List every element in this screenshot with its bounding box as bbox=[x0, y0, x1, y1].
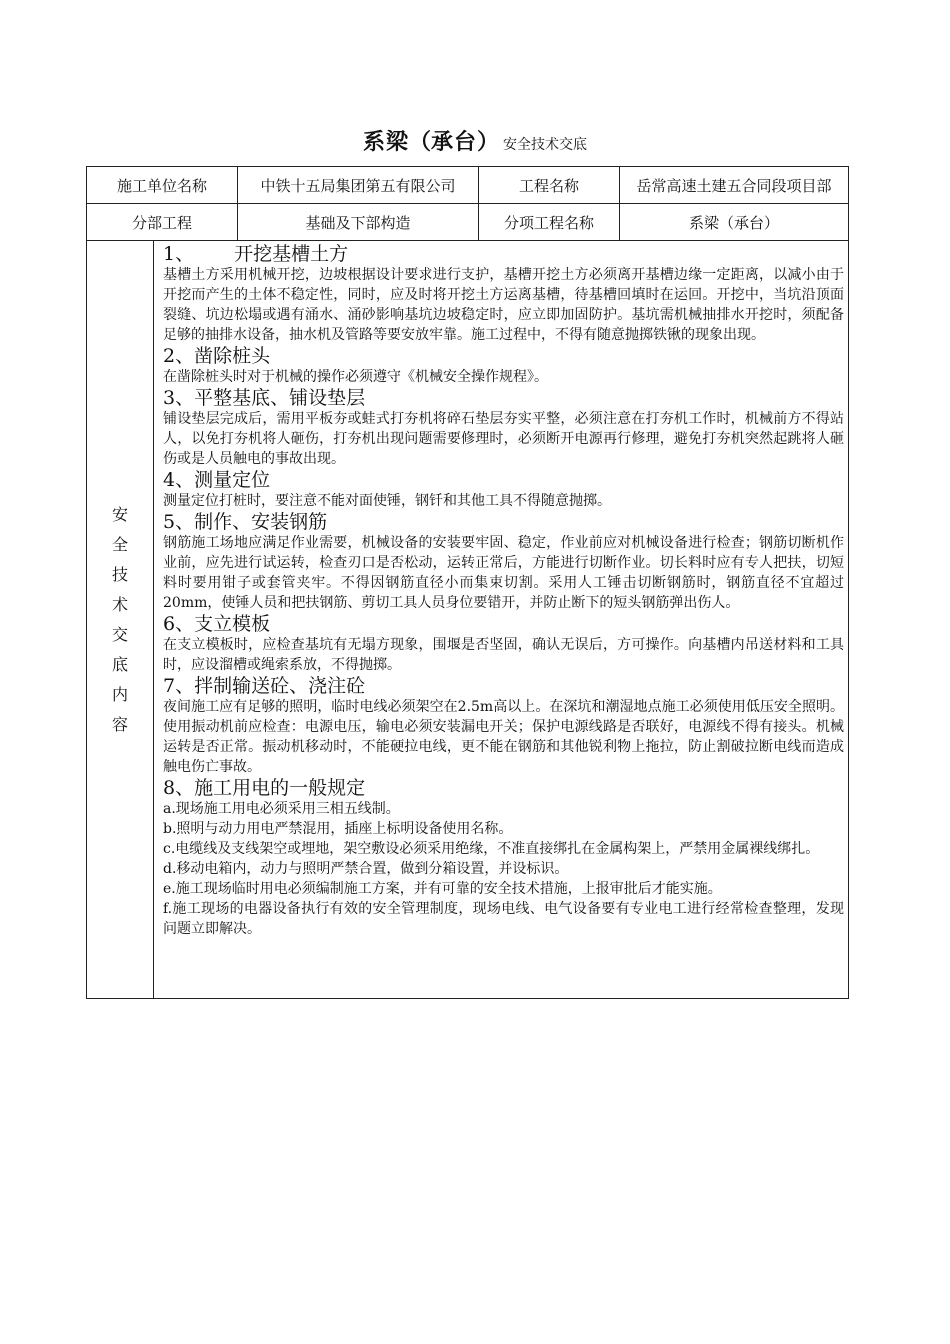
section-title: 平整基底、铺设垫层 bbox=[194, 387, 366, 409]
section-heading bbox=[163, 243, 844, 265]
rule-item: a.现场施工用电必须采用三相五线制。 bbox=[163, 801, 400, 817]
side-char: 技 bbox=[111, 564, 128, 584]
section-paragraph: 测量定位打桩时，要注意不能对面使锤，钢钎和其他工具不得随意抛掷。 bbox=[163, 493, 611, 509]
side-char: 术 bbox=[111, 594, 128, 614]
section-title: 制作、安装钢筋 bbox=[194, 511, 328, 533]
division-value: 基础及下部构造 bbox=[238, 204, 479, 241]
side-char: 交 bbox=[111, 624, 128, 644]
section-title: 开挖基槽土方 bbox=[234, 243, 349, 265]
header-row-1 bbox=[87, 167, 849, 204]
content-row bbox=[87, 241, 849, 999]
construction-unit-label: 施工单位名称 bbox=[87, 167, 238, 204]
section-number: 1、 bbox=[163, 243, 195, 265]
title-paren-right: ） bbox=[477, 129, 500, 155]
construction-unit-value: 中铁十五局集团第五有限公司 bbox=[238, 167, 479, 204]
section-paragraph: 铺设垫层完成后，需用平板夯或蛙式打夯机将碎石垫层夯实平整，必须注意在打夯机工作时，机械前方不得站人，以免打夯机将人砸伤，打夯机出现问题需要修理时，必须断开电源再行修理，避免打夯机突然起跳将人砸伤或是人员触电的事故出现。 bbox=[163, 411, 845, 467]
side-char: 内 bbox=[111, 684, 128, 704]
title-paren-main: 承台 bbox=[431, 129, 478, 155]
title-sub: 安全技术交底 bbox=[503, 137, 588, 153]
section-number: 3、 bbox=[163, 387, 195, 409]
division-label: 分部工程 bbox=[87, 204, 238, 241]
side-char: 底 bbox=[111, 654, 128, 674]
side-char: 全 bbox=[111, 534, 128, 554]
section-heading bbox=[163, 675, 844, 697]
title-paren-left: （ bbox=[408, 129, 431, 155]
section-paragraph: 夜间施工应有足够的照明，临时电线必须架空在2.5m高以上。在深坑和潮湿地点施工必须使用低压安全照明。使用振动机前应检查：电源电压，输电必须安装漏电开关；保护电源线路是否联好，电源线不得有接头。机械运转是否正常。振动机移动时，不能硬拉电线，更不能在钢筋和其他锐利物上拖拉，防止割破拉断电线而造成触电伤亡事故。 bbox=[163, 699, 845, 775]
side-char: 安 bbox=[111, 504, 128, 524]
section-heading bbox=[163, 511, 844, 533]
header-row-2 bbox=[87, 204, 849, 241]
section-number: 4、 bbox=[163, 469, 195, 491]
section-title: 凿除桩头 bbox=[194, 345, 271, 367]
section-heading bbox=[163, 777, 844, 799]
rule-item: d.移动电箱内，动力与照明严禁合置，做到分箱设置，并设标识。 bbox=[163, 861, 569, 877]
section-title: 施工用电的一般规定 bbox=[194, 777, 366, 799]
section-number: 2、 bbox=[163, 345, 195, 367]
section-paragraph: 钢筋施工场地应满足作业需要，机械设备的安装要牢固、稳定，作业前应对机械设备进行检查；钢筋切断机作业前，应先进行试运转，检查刃口是否松动，运转正常后，方能进行切断作业。切长料时应有专人把扶，切短料时要用钳子或套管夹牢。不得因钢筋直径小而集束切割。采用人工锤击切断钢筋时，钢筋直径不宜超过20mm，使锤人员和把扶钢筋、剪切工具人员身位要错开，并防止断下的短头钢筋弹出伤人。 bbox=[163, 535, 845, 611]
section-number: 8、 bbox=[163, 777, 195, 799]
subitem-value: 系梁（承台） bbox=[620, 204, 849, 241]
content-cell bbox=[154, 241, 849, 999]
section-paragraph: 基槽土方采用机械开挖，边坡根据设计要求进行支护，基槽开挖土方必须离开基槽边缘一定距离，以减小由于开挖而产生的土体不稳定性，同时，应及时将开挖土方运离基槽，待基槽回填时在运回。开挖中，当坑沿顶面裂缝、坑边松塌或遇有涌水、涌砂影响基坑边坡稳定时，应立即加固防护。基坑需机械抽排水开挖时，须配备足够的抽排水设备，抽水机及管路等要安放牢靠。施工过程中，不得有随意抛掷铁锹的现象出现。 bbox=[163, 267, 845, 343]
subitem-label: 分项工程名称 bbox=[479, 204, 620, 241]
section-number: 5、 bbox=[163, 511, 195, 533]
side-char: 容 bbox=[111, 714, 128, 734]
section-paragraph: 在凿除桩头时对于机械的操作必须遵守《机械安全操作规程》。 bbox=[163, 369, 548, 385]
page-title bbox=[0, 126, 950, 161]
section-number: 7、 bbox=[163, 675, 195, 697]
project-name-value: 岳常高速土建五合同段项目部 bbox=[620, 167, 849, 204]
section-paragraph: 在支立模板时，应检查基坑有无塌方现象，围堰是否坚固，确认无误后，方可操作。向基槽内吊送材料和工具时，应设溜槽或绳索系放，不得抛掷。 bbox=[163, 637, 845, 673]
section-heading bbox=[163, 613, 844, 635]
section-heading bbox=[163, 345, 844, 367]
rule-item: c.电缆线及支线架空或埋地，架空敷设必须采用绝缘，不准直接绑扎在金属构架上，严禁用金属裸线绑扎。 bbox=[163, 841, 820, 857]
section-title: 测量定位 bbox=[194, 469, 271, 491]
section-number: 6、 bbox=[163, 613, 195, 635]
section-title: 拌制输送砼、浇注砼 bbox=[194, 675, 366, 697]
rule-item: b.照明与动力用电严禁混用，插座上标明设备使用名称。 bbox=[163, 821, 513, 837]
title-main: 系梁 bbox=[362, 129, 409, 155]
project-name-label: 工程名称 bbox=[479, 167, 620, 204]
rule-item: e.施工现场临时用电必须编制施工方案，并有可靠的安全技术措施，上报审批后才能实施。 bbox=[163, 881, 722, 897]
section-title: 支立模板 bbox=[194, 613, 271, 635]
section-heading bbox=[163, 387, 844, 409]
section-heading bbox=[163, 469, 844, 491]
side-label bbox=[87, 241, 154, 999]
disclosure-table bbox=[86, 166, 849, 999]
rule-item: f.施工现场的电器设备执行有效的安全管理制度，现场电线、电气设备要有专业电工进行经常检查整理，发现问题立即解决。 bbox=[163, 901, 845, 937]
